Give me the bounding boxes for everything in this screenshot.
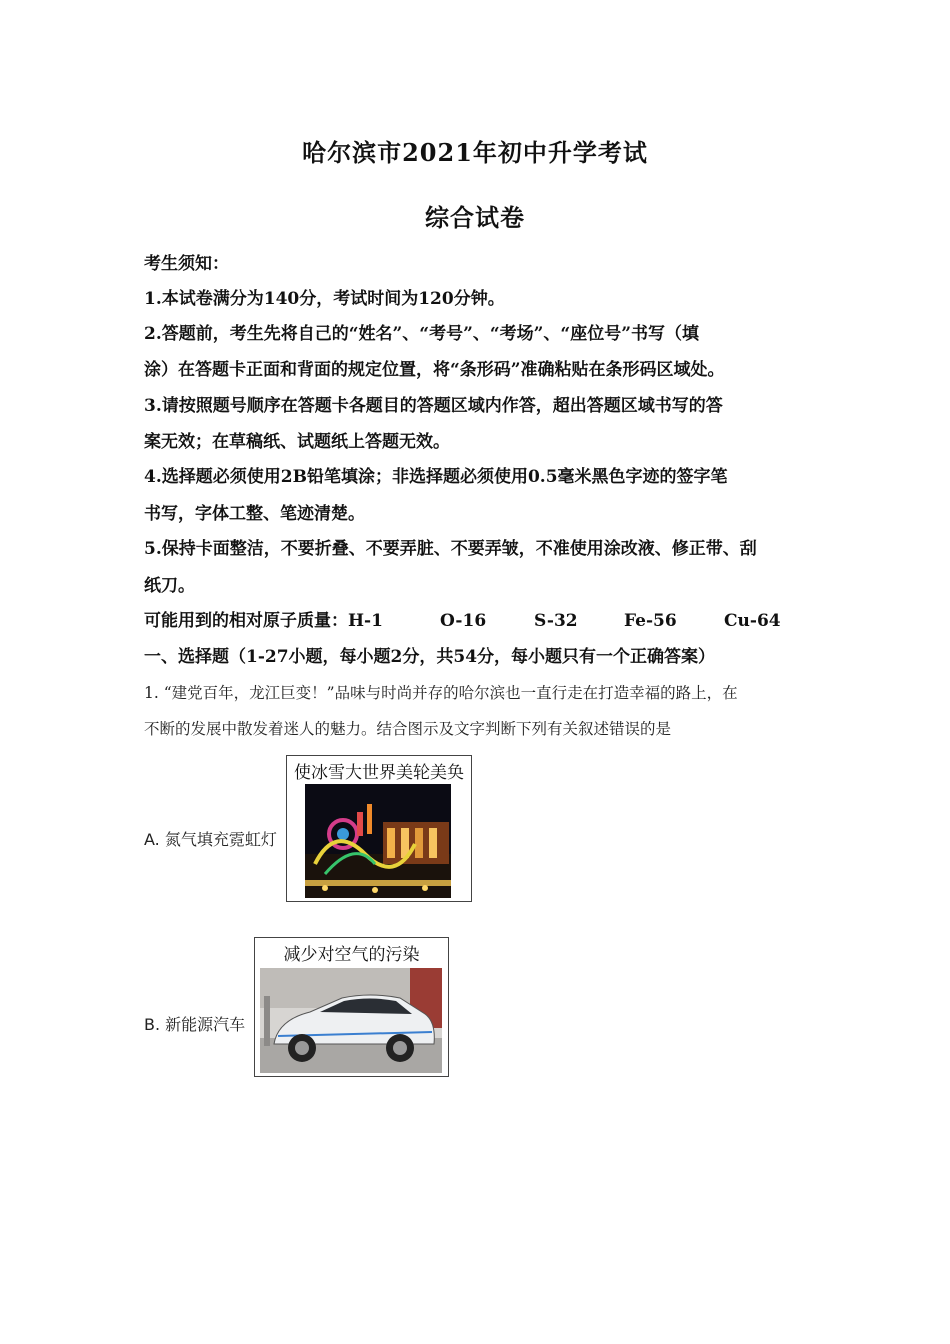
question-1-stem-line-1: 1. “建党百年，龙江巨变！”品味与时尚并存的哈尔滨也一直行走在打造幸福的路上，在 — [144, 684, 738, 702]
option-b-image — [254, 937, 449, 1077]
option-b-image-caption: 减少对空气的污染 — [283, 945, 420, 965]
atomic-masses-label: 可能用到的相对原子质量： — [144, 611, 348, 631]
notice-item-4-line-2: 书写，字体工整、笔迹清楚。 — [144, 504, 365, 524]
atomic-mass-cu: Cu-64 — [724, 611, 781, 631]
notice-item-5-line-2: 纸刀。 — [144, 576, 195, 596]
option-a-image — [286, 755, 472, 902]
atomic-mass-h: H-1 — [348, 611, 383, 631]
section-1-heading: 一、选择题（1-27小题，每小题2分，共54分，每小题只有一个正确答案） — [144, 647, 716, 667]
option-a-label: A. 氮气填充霓虹灯 — [144, 830, 277, 849]
notice-item-3-line-2: 案无效；在草稿纸、试题纸上答题无效。 — [144, 432, 450, 452]
atomic-mass-fe: Fe-56 — [624, 611, 677, 631]
notice-item-4-line-1: 4.选择题必须使用2B铅笔填涂；非选择题必须使用0.5毫米黑色字迹的签字笔 — [144, 467, 728, 487]
option-a-image-caption: 使冰雪大世界美轮美奂 — [294, 763, 464, 783]
notice-item-2-line-1: 2.答题前，考生先将自己的“姓名”、“考号”、“考场”、“座位号”书写（填 — [144, 324, 699, 344]
electric-car-image — [260, 968, 442, 1073]
atomic-mass-s: S-32 — [534, 611, 578, 631]
notice-item-3-line-1: 3.请按照题号顺序在答题卡各题目的答题区域内作答，超出答题区域书写的答 — [144, 396, 723, 416]
notice-item-5-line-1: 5.保持卡面整洁，不要折叠、不要弄脏、不要弄皱，不准使用涂改液、修正带、刮 — [144, 539, 757, 559]
notice-item-2-line-2: 涂）在答题卡正面和背面的规定位置，将“条形码”准确粘贴在条形码区域处。 — [144, 360, 725, 380]
notice-item-1: 1.本试卷满分为140分，考试时间为120分钟。 — [144, 289, 505, 309]
exam-subtitle: 综合试卷 — [425, 203, 525, 232]
neon-night-scene-image — [305, 784, 451, 898]
notice-heading: 考生须知： — [144, 254, 229, 274]
question-1-stem-line-2: 不断的发展中散发着迷人的魅力。结合图示及文字判断下列有关叙述错误的是 — [144, 720, 672, 738]
option-b-label: B. 新能源汽车 — [144, 1015, 246, 1034]
exam-title: 哈尔滨市2021年初中升学考试 — [302, 138, 648, 167]
atomic-masses — [144, 609, 814, 633]
atomic-mass-o: O-16 — [440, 611, 487, 631]
